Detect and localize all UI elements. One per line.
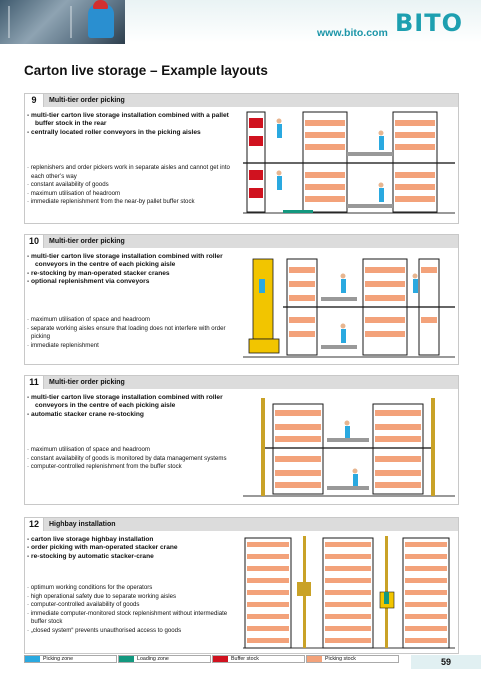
section-number: 11 xyxy=(25,376,44,389)
legend-item-loading-zone: Loading zone xyxy=(118,655,211,663)
picking-stock-swatch xyxy=(307,656,322,662)
bito-logo: BITO xyxy=(395,9,463,37)
headline-list xyxy=(27,536,232,561)
bullet: · high operational safety due to separate working aisles xyxy=(27,592,177,600)
bullet: · immediate computer-monitored stock replenishment without intermediate buffer stock xyxy=(27,609,228,626)
bullet: · replenishers and order pickers work in separate aisles and cannot get into each other’s way xyxy=(27,164,230,180)
section-title: Multi-tier order picking xyxy=(49,379,125,386)
bullet: · optimum working conditions for the operators xyxy=(27,584,153,591)
page-title: Carton live storage – Example layouts xyxy=(24,63,268,78)
bullet: · maximum utilisation of space and headroom xyxy=(27,316,150,323)
bullet-list xyxy=(27,584,232,636)
headline: - optional replenishment via conveyors xyxy=(27,278,150,286)
section-title: Highbay installation xyxy=(49,521,116,528)
bullet-list xyxy=(27,164,232,207)
bullet: · immediate replenishment from the near-by pallet buffer stock xyxy=(27,198,195,206)
bullet: · computer-controlled replenishment from the buffer stock xyxy=(27,463,182,471)
layout-illustration xyxy=(243,390,455,500)
headline: - re-stocking by automatic stacker-crane xyxy=(27,552,154,560)
website-url[interactable]: www.bito.com xyxy=(317,27,388,39)
section-9 xyxy=(24,93,459,224)
layout-illustration xyxy=(243,108,455,220)
bullet: · computer-controlled availability of goods xyxy=(27,601,140,609)
bullet: · immediate replenishment xyxy=(27,341,99,349)
layout-illustration xyxy=(243,249,455,361)
headline-list xyxy=(27,394,232,419)
section-11 xyxy=(24,375,459,505)
loading-zone-swatch xyxy=(119,656,134,662)
section-10 xyxy=(24,234,459,365)
headline: - carton live storage highbay installation xyxy=(27,536,154,543)
bullet: · separate working aisles ensure that loading does not interfere with order picking xyxy=(27,324,226,341)
color-legend xyxy=(24,655,399,663)
headline: - multi-tier carton live storage installation combined with a pallet buffer stock in the rear xyxy=(27,112,229,128)
bullet-list xyxy=(27,446,232,472)
picking-zone-swatch xyxy=(25,656,40,662)
headline: - multi-tier carton live storage installation combined with roller conveyors in the centre of each picking aisle xyxy=(27,253,223,269)
section-12 xyxy=(24,517,459,654)
section-title: Multi-tier order picking xyxy=(49,97,125,104)
bullet: · constant availability of goods xyxy=(27,181,109,189)
headline: - multi-tier carton live storage installation combined with roller conveyors in the centre of each picking aisle xyxy=(27,394,223,410)
bullet: · constant availability of goods is monitored by data management systems xyxy=(27,454,227,462)
bullet-list xyxy=(27,316,232,350)
bullet: · maximum utilisation of headroom xyxy=(27,189,121,197)
headline: - re-stocking by man-operated stacker cranes xyxy=(27,269,170,277)
legend-item-picking-zone: Picking zone xyxy=(24,655,117,663)
header-photo xyxy=(0,0,125,44)
page-header xyxy=(0,0,481,50)
section-title: Multi-tier order picking xyxy=(49,238,125,245)
bullet: · „closed system“ prevents unauthorised access to goods xyxy=(27,626,182,634)
legend-item-buffer-stock: Buffer stock xyxy=(212,655,305,663)
headline: - order picking with man-operated stacker crane xyxy=(27,544,178,552)
section-number: 10 xyxy=(25,235,44,248)
section-number: 9 xyxy=(25,94,44,107)
headline: - automatic stacker crane re-stocking xyxy=(27,410,144,418)
layout-illustration xyxy=(243,532,455,650)
headline-list xyxy=(27,112,232,137)
headline: - centrally located roller conveyors in the picking aisles xyxy=(27,128,201,136)
headline-list xyxy=(27,253,232,287)
section-number: 12 xyxy=(25,518,44,531)
bullet: · maximum utilisation of space and headroom xyxy=(27,446,150,453)
buffer-stock-swatch xyxy=(213,656,228,662)
legend-item-picking-stock: Picking stock xyxy=(306,655,399,663)
page-number: 59 xyxy=(411,655,481,669)
